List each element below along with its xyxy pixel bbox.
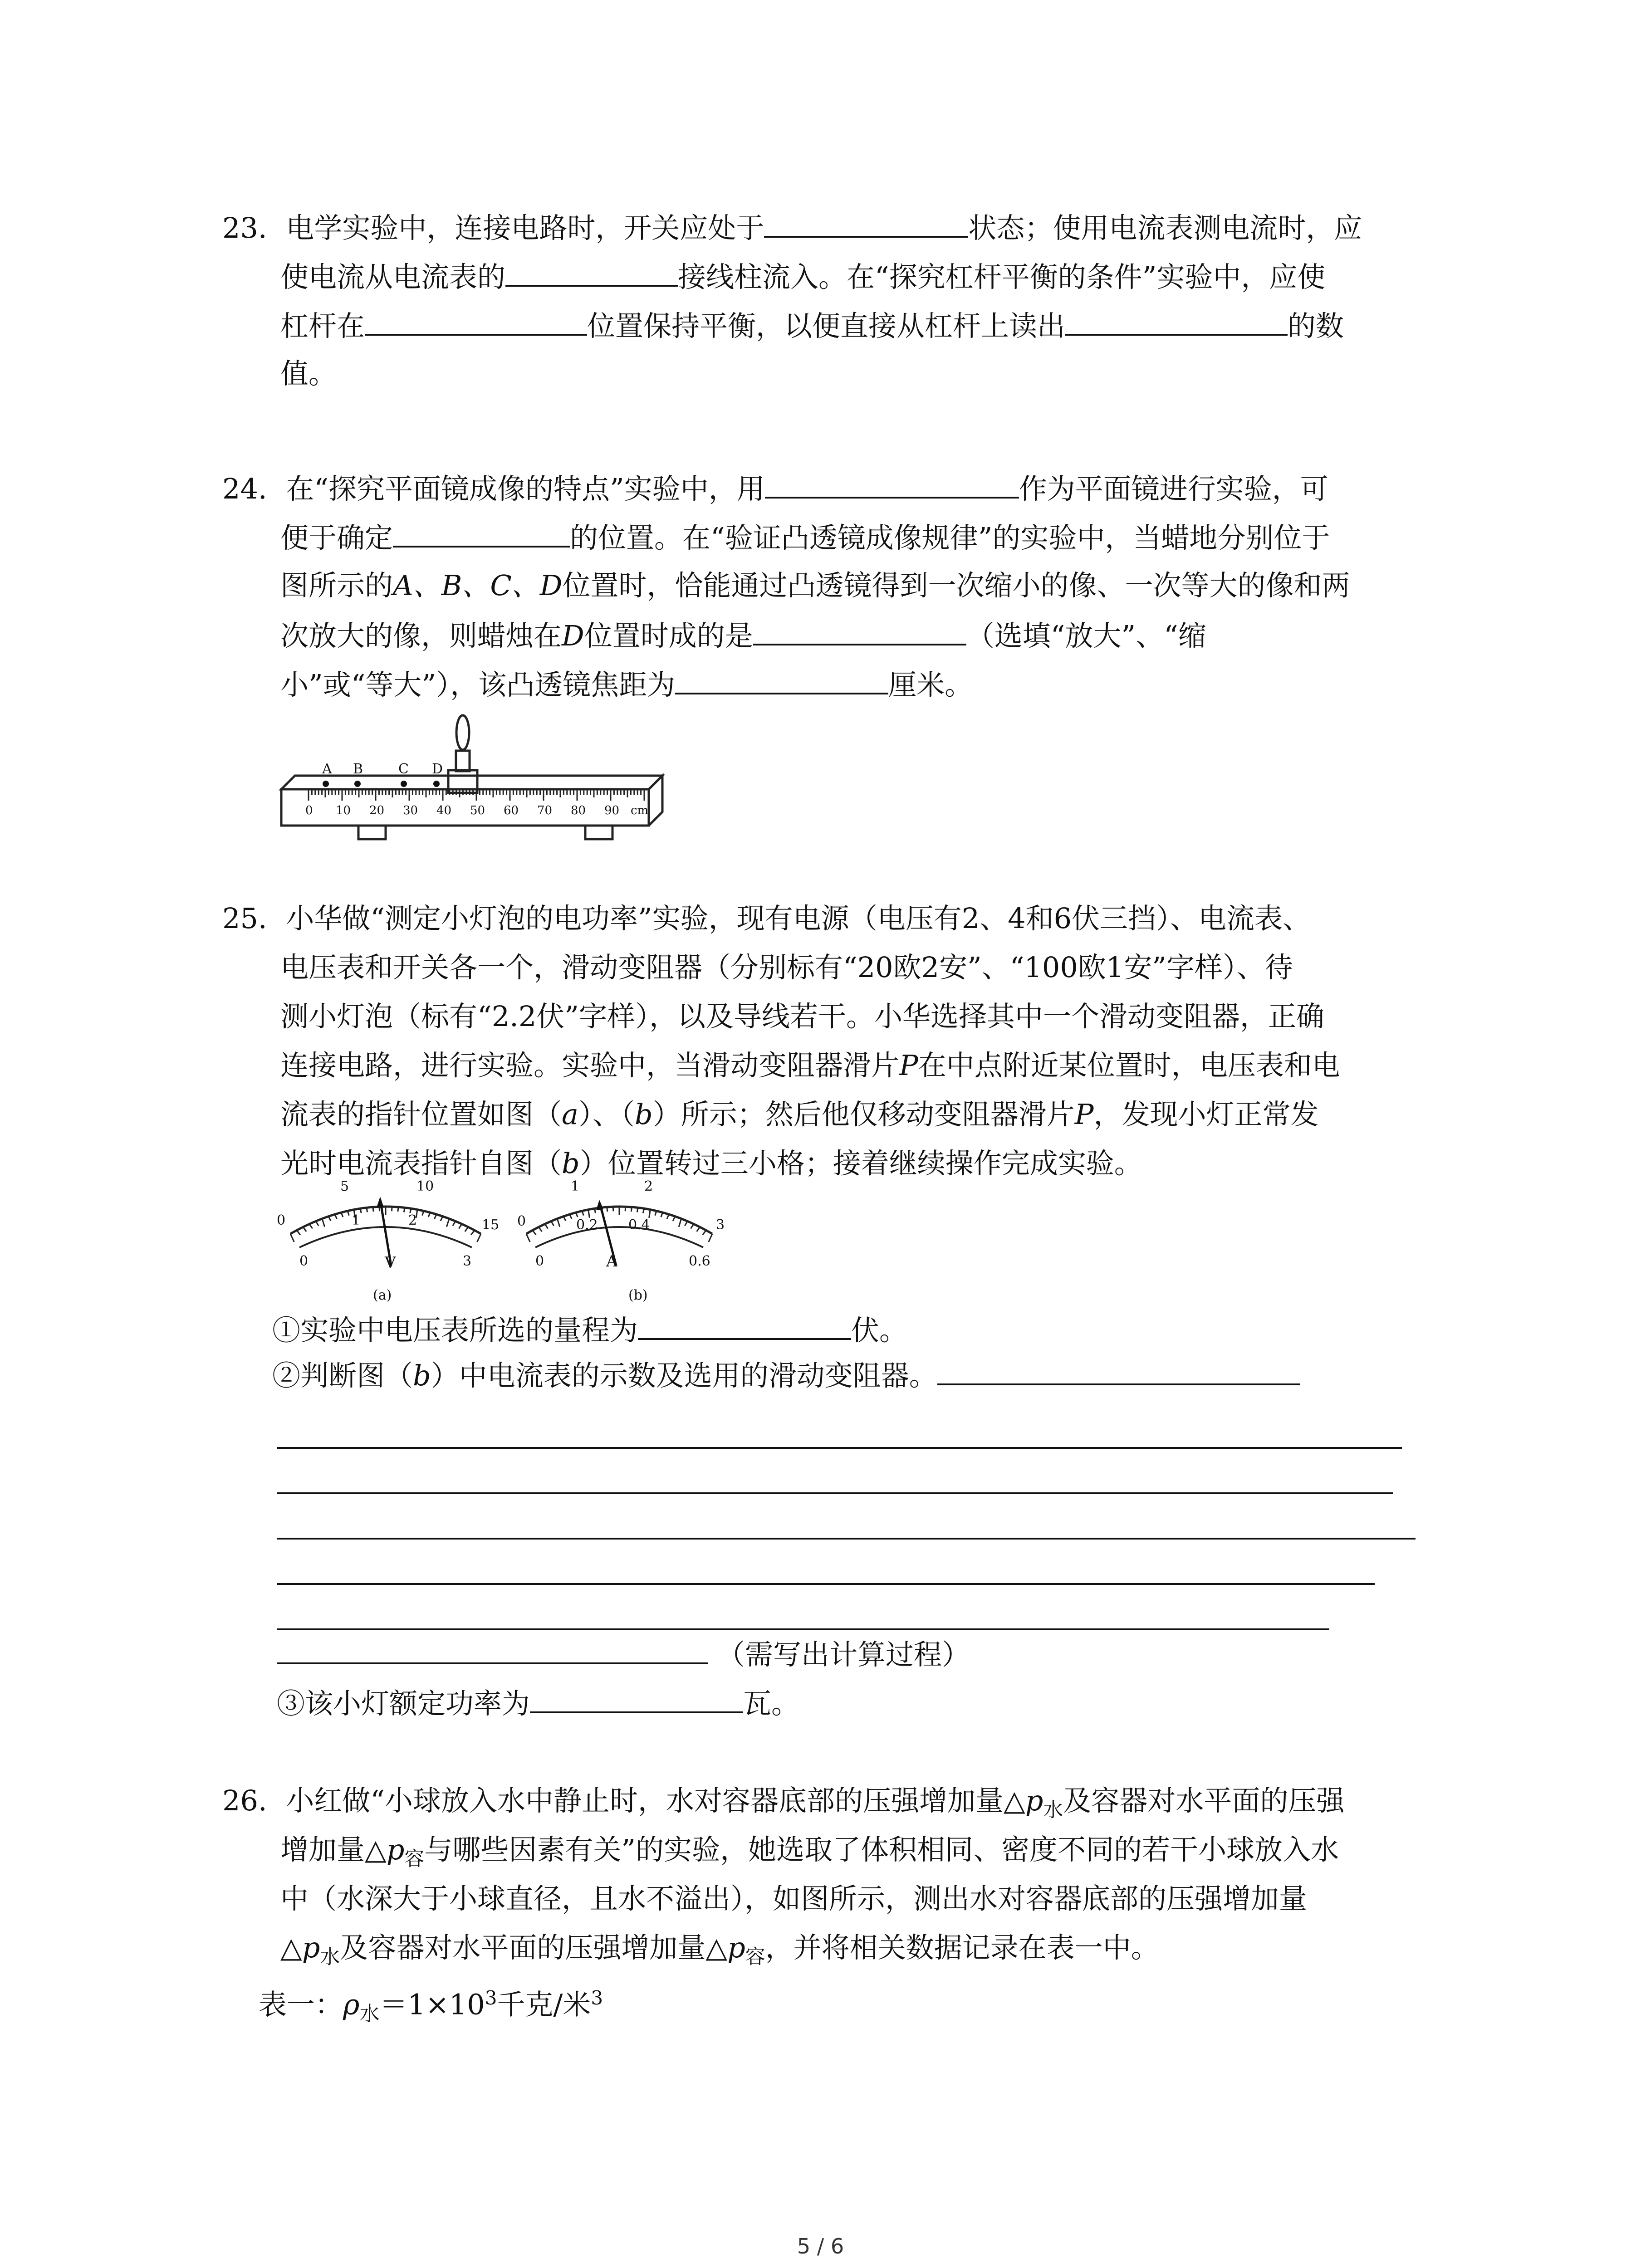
bench-top (281, 776, 662, 789)
subscript-water: 水 (320, 1945, 340, 1969)
dial-label: 0 (535, 1253, 544, 1269)
dial-tick (679, 1219, 681, 1227)
text: 位置时成的是 (584, 619, 753, 652)
dial-tick (643, 1208, 644, 1213)
dial-tick (667, 1214, 669, 1219)
text: 的位置。在“验证凸透镜成像规律”的实验中，当蜡地分别位于 (570, 521, 1330, 554)
dial-tick (588, 1210, 590, 1218)
dial-tick (594, 1208, 595, 1213)
dial-tick (691, 1224, 694, 1228)
table-label: 表一： (259, 1988, 343, 2021)
text: 厘米。 (888, 668, 973, 701)
answer-blank[interactable] (277, 1631, 708, 1664)
dial-tick (649, 1210, 651, 1218)
dial-label: 15 (482, 1217, 500, 1233)
position-letter: D (562, 619, 584, 652)
label-b: b (635, 1098, 653, 1131)
variable-p: p (1025, 1784, 1043, 1817)
text: ）位置转过三小格；接着继续操作完成实验。 (579, 1147, 1142, 1180)
text: 伏。 (851, 1314, 908, 1347)
text: 次放大的像，则蜡烛在 (280, 619, 562, 652)
dial-label: 2 (408, 1212, 417, 1228)
text: 图所示的 (280, 569, 393, 602)
variable-p: p (386, 1833, 405, 1866)
question-number: 23. (222, 211, 267, 244)
text: ＝1×10 (379, 1988, 485, 2021)
ruler-label: 20 (369, 804, 385, 817)
answer-blank[interactable] (638, 1306, 851, 1340)
dial-label: 2 (644, 1178, 653, 1194)
answer-blank[interactable] (365, 302, 587, 336)
dial-tick (697, 1227, 700, 1232)
answer-blank[interactable] (1065, 302, 1288, 336)
answer-blank[interactable] (675, 661, 888, 694)
dial-label: 0.4 (628, 1217, 650, 1233)
text: 光时电流表指针自图（ (280, 1147, 562, 1180)
dial-tick (539, 1227, 542, 1232)
exponent: 3 (591, 1987, 603, 2009)
ruler-label: 40 (436, 804, 452, 817)
dial-tick (637, 1207, 638, 1212)
text: 小华做“测定小灯泡的电功率”实验，现有电源（电压有2、4和6伏三挡）、电流表、 (286, 902, 1311, 935)
answer-blank[interactable] (937, 1352, 1300, 1385)
figure-caption: (a) (373, 1287, 392, 1303)
text: 在中点附近某位置时，电压表和电 (918, 1049, 1340, 1082)
text: 在“探究平面镜成像的特点”实验中，用 (286, 472, 765, 505)
label-b: b (413, 1359, 431, 1392)
needle-tip (377, 1197, 384, 1207)
dial-tick (570, 1214, 572, 1219)
text: ）中电流表的示数及选用的滑动变阻器。 (431, 1359, 937, 1392)
bench-foot (585, 826, 612, 839)
optical-bench-figure (272, 708, 671, 853)
text: ③该小灯额定功率为 (277, 1687, 530, 1720)
answer-line[interactable] (277, 1492, 1393, 1494)
dial-tick (453, 1221, 456, 1226)
text: 的数 (1288, 309, 1344, 342)
bench-marker (401, 781, 407, 787)
page-number: 5 / 6 (797, 2234, 844, 2258)
dial-label: 0 (517, 1213, 526, 1229)
bench-marker (433, 781, 440, 787)
answer-line[interactable] (277, 1447, 1402, 1449)
text: 及容器对水平面的压强增加量△ (340, 1931, 728, 1964)
meter-symbol: A (606, 1252, 617, 1271)
ruler-label: 10 (336, 804, 351, 817)
text: 位置时，恰能通过凸透镜得到一次缩小的像、一次等大的像和两 (562, 569, 1350, 602)
dial-tick (471, 1230, 475, 1235)
label-b: b (562, 1147, 580, 1180)
answer-blank[interactable] (753, 612, 966, 645)
dial-tick (435, 1214, 436, 1219)
subscript-container: 容 (745, 1945, 765, 1969)
calc-note: （需写出计算过程） (717, 1638, 970, 1671)
dial-label: 10 (416, 1178, 434, 1194)
variable-p: p (727, 1931, 745, 1964)
ruler-label: 70 (537, 804, 553, 817)
dial-tick (533, 1230, 536, 1235)
dial-label: 1 (352, 1212, 361, 1228)
text: 连接电路，进行实验。实验中，当滑动变阻器滑片 (280, 1049, 900, 1082)
ruler-label: 90 (604, 804, 620, 817)
bench-foot (358, 826, 386, 839)
bench-marker (354, 781, 361, 787)
dial-tick (477, 1234, 481, 1242)
text: 瓦。 (743, 1687, 800, 1720)
text: 值。 (280, 357, 337, 390)
answer-line[interactable] (277, 1583, 1375, 1585)
question-number: 25. (222, 902, 267, 935)
label-a: a (562, 1098, 578, 1131)
text: 作为平面镜进行实验，可 (1019, 472, 1328, 505)
bench-side (649, 776, 662, 826)
voltmeter-figure (272, 1170, 508, 1306)
bench-marker (323, 781, 329, 787)
dial-label: 3 (716, 1217, 725, 1233)
dial-label: 1 (571, 1178, 580, 1194)
ruler-unit: cm (631, 804, 649, 817)
ammeter-figure (517, 1170, 735, 1306)
dial-tick (545, 1224, 548, 1228)
meter-symbol: V (385, 1254, 396, 1272)
answer-blank[interactable] (764, 204, 968, 238)
text: 电压表和开关各一个，滑动变阻器（分别标有“20欧2安”、“100欧1安”字样）、待 (280, 951, 1293, 984)
text: 状态；使用电流表测电流时，应 (968, 211, 1362, 244)
subscript-water: 水 (1043, 1798, 1063, 1822)
text: 接线柱流入。在“探究杠杆平衡的条件”实验中，应使 (678, 260, 1326, 293)
subscript-water: 水 (359, 2002, 380, 2026)
answer-blank[interactable] (505, 253, 678, 287)
dial-tick (459, 1224, 462, 1228)
question-number: 24. (222, 472, 267, 505)
answer-line[interactable] (277, 1538, 1416, 1540)
text: △ (280, 1931, 302, 1964)
needle-tip (596, 1200, 603, 1210)
rho-symbol: ρ (343, 1988, 360, 2021)
text: 测小灯泡（标有“2.2伏”字样），以及导线若干。小华选择其中一个滑动变阻器，正确 (280, 1000, 1324, 1033)
subscript-container: 容 (404, 1847, 425, 1871)
text: ）所示；然后他仅移动变阻器滑片 (652, 1098, 1075, 1131)
variable-p: P (899, 1049, 918, 1082)
text: 与哪些因素有关”的实验，她选取了体积相同、密度不同的若干小球放入水 (424, 1833, 1339, 1866)
text: 中（水深大于小球直径，且水不溢出），如图所示，测出水对容器底部的压强增加量 (280, 1882, 1308, 1915)
dial-tick (557, 1219, 559, 1227)
ruler-label: 30 (403, 804, 418, 817)
answer-blank[interactable] (393, 514, 570, 547)
text: 位置保持平衡，以便直接从杠杆上读出 (587, 309, 1066, 342)
dial-label: 0 (277, 1212, 286, 1228)
bench-letter: C (398, 761, 409, 777)
dial-tick (685, 1221, 687, 1226)
answer-line[interactable] (277, 1628, 1329, 1630)
text: 流表的指针位置如图（ (280, 1098, 562, 1131)
ruler-label: 50 (470, 804, 485, 817)
variable-p: p (302, 1931, 320, 1964)
text: ①实验中电压表所选的量程为 (272, 1314, 638, 1347)
text: ②判断图（ (272, 1359, 413, 1392)
text: 小”或“等大”），该凸透镜焦距为 (280, 668, 676, 701)
ruler-label: 0 (305, 804, 313, 817)
text: 使电流从电流表的 (280, 260, 506, 293)
dial-tick (551, 1221, 554, 1226)
dial-tick (703, 1230, 706, 1235)
text: （选填“放大”、“缩 (966, 619, 1206, 652)
answer-blank[interactable] (765, 465, 1019, 499)
candle-flame (456, 715, 469, 750)
variable-p: P (1074, 1098, 1094, 1131)
ruler-label: 60 (504, 804, 519, 817)
dial-tick (303, 1227, 306, 1232)
dial-tick (335, 1214, 337, 1219)
dial-tick (446, 1219, 449, 1227)
exponent: 3 (485, 1987, 497, 2009)
dial-tick (322, 1219, 325, 1227)
dial-label: 0.6 (689, 1253, 710, 1269)
text: ，并将相关数据记录在表一中。 (765, 1931, 1159, 1964)
dial-tick (290, 1234, 294, 1242)
dial-label: 5 (340, 1178, 349, 1194)
candle-body (456, 751, 470, 771)
dial-tick (316, 1221, 318, 1226)
text: 便于确定 (280, 521, 393, 554)
bench-letter: B (353, 761, 363, 777)
dial-inner-arc (535, 1227, 703, 1247)
figure-caption: (b) (628, 1287, 648, 1303)
text: 电学实验中，连接电路时，开关应处于 (286, 211, 764, 244)
dial-label: 0 (299, 1253, 309, 1269)
bench-letter: D (432, 761, 443, 777)
dial-tick (309, 1224, 313, 1228)
position-letters: A、B、C、D (393, 569, 563, 602)
dial-tick (526, 1234, 530, 1242)
dial-tick (709, 1234, 712, 1242)
answer-blank[interactable] (530, 1680, 743, 1713)
dial-tick (625, 1207, 626, 1211)
text: 及容器对水平面的压强 (1063, 1784, 1345, 1817)
ruler-label: 80 (571, 804, 586, 817)
text: 杠杆在 (280, 309, 365, 342)
dial-label: 0.2 (576, 1217, 598, 1233)
text: 小红做“小球放入水中静止时，水对容器底部的压强增加量△ (286, 1784, 1025, 1817)
dial-tick (465, 1227, 468, 1232)
dial-tick (404, 1207, 405, 1212)
bench-letter: A (322, 761, 332, 777)
text: ）、（ (578, 1098, 635, 1131)
text: 千克/米 (497, 1988, 591, 2021)
dial-tick (297, 1230, 300, 1235)
question-number: 26. (222, 1784, 267, 1817)
dial-label: 3 (463, 1253, 472, 1269)
text: 增加量△ (280, 1833, 387, 1866)
dial-tick (631, 1207, 632, 1212)
text: ，发现小灯正常发 (1093, 1098, 1319, 1131)
